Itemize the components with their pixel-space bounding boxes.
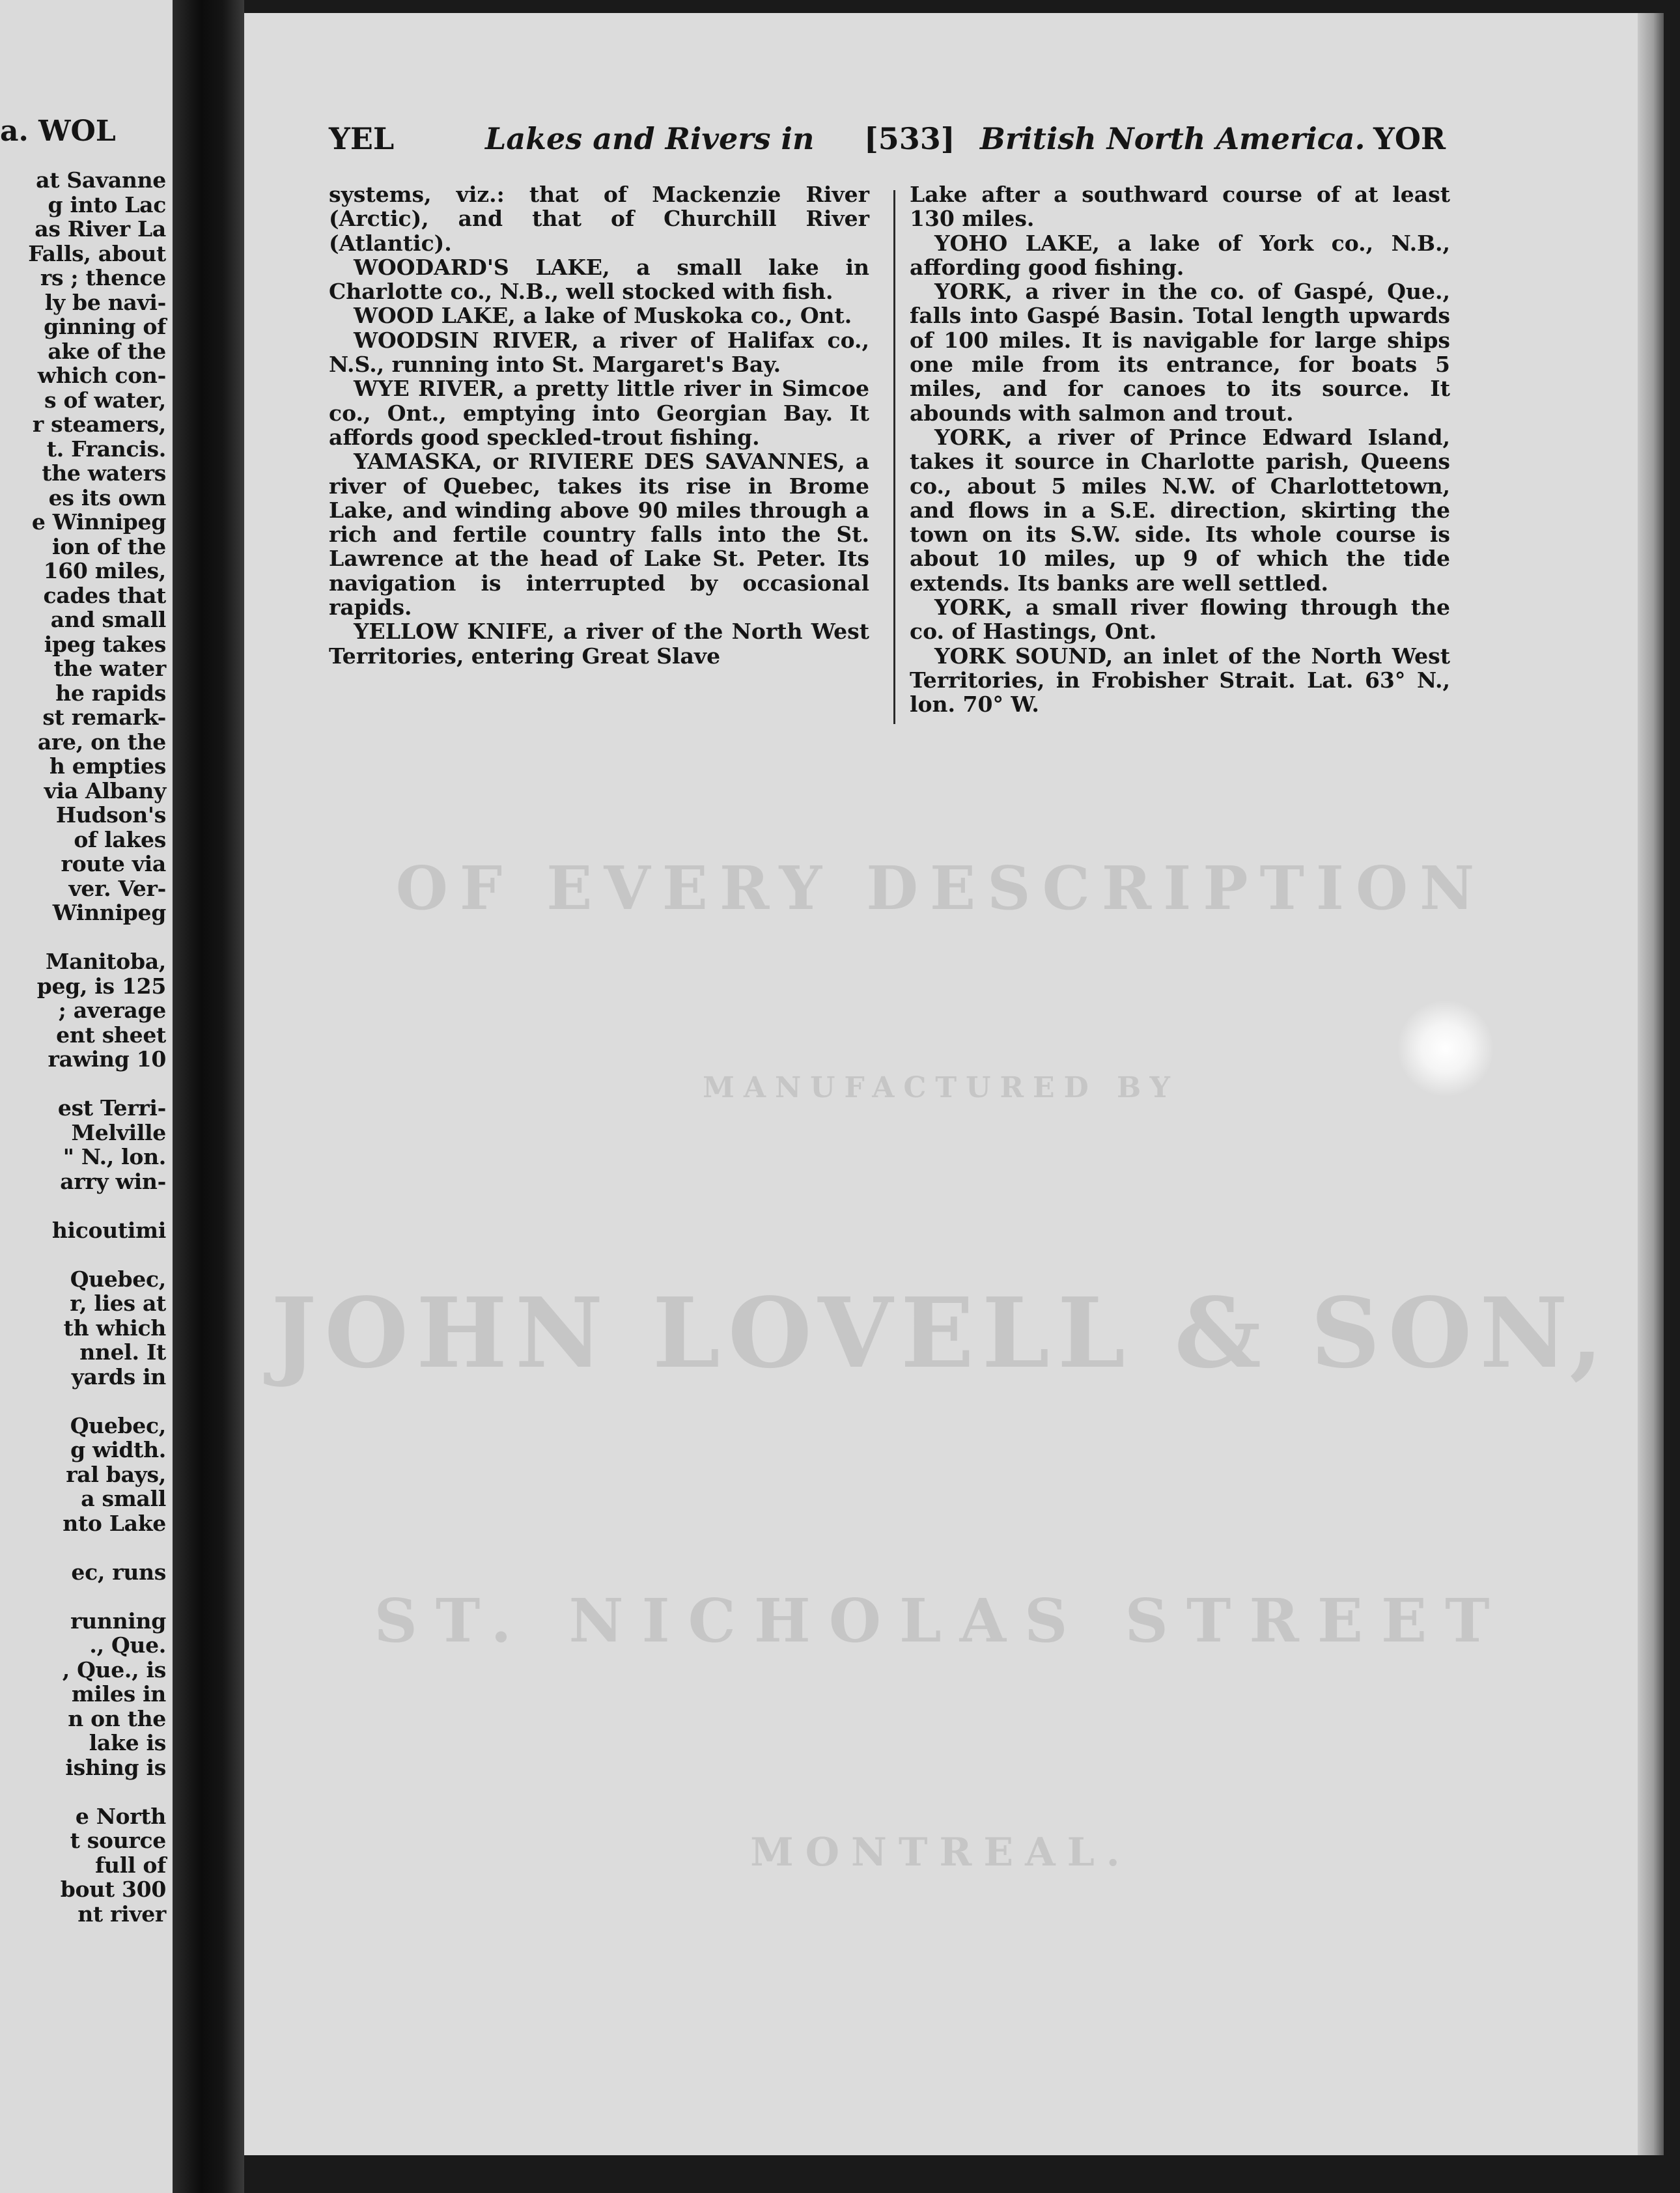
left-page-line: miles in <box>71 1681 166 1707</box>
left-page-line: t source <box>70 1828 166 1853</box>
left-page-line: ent sheet <box>56 1022 166 1048</box>
left-page-line: the waters <box>42 460 166 486</box>
left-page-line: ., Que. <box>89 1632 166 1658</box>
column-divider <box>893 190 895 724</box>
left-page <box>0 0 173 2193</box>
left-page-line: Melville <box>71 1119 166 1145</box>
show-through-text: ST. NICHOLAS STREET <box>374 1585 1508 1656</box>
left-page-line: ver. Ver- <box>68 875 166 901</box>
text-column-right <box>910 182 1450 717</box>
left-page-line <box>0 1584 166 1609</box>
header-title-right: British North America. <box>980 121 1365 156</box>
left-page-line <box>0 925 166 950</box>
entry-paragraph: YORK SOUND, an inlet of the North West Territories, in Frobisher Strait. Lat. 63° N., lon. 70° W. <box>910 643 1450 718</box>
left-page-line: r, lies at <box>70 1291 166 1316</box>
left-page-line: e North <box>75 1803 166 1829</box>
left-page-line: cades that <box>43 582 166 608</box>
left-page-line: nto Lake <box>63 1510 166 1536</box>
left-page-line: arry win- <box>60 1168 166 1194</box>
left-page-line: th which <box>63 1315 166 1341</box>
entry-paragraph: WOODSIN RIVER, a river of Halifax co., N.S., running into St. Margaret's Bay. <box>329 327 869 378</box>
left-page-line: h empties <box>49 753 166 779</box>
left-page-line: n on the <box>68 1705 166 1731</box>
left-page-line: nt river <box>77 1901 166 1927</box>
entry-paragraph: YOHO LAKE, a lake of York co., N.B., affording good fishing. <box>910 230 1450 280</box>
left-page-line <box>0 1389 166 1414</box>
running-header <box>329 121 1449 167</box>
left-page-line: as River La <box>35 216 166 242</box>
entry-paragraph: YAMASKA, or RIVIERE DES SAVANNES, a river of Quebec, takes its rise in Brome Lake, and winding above 90 miles through a rich and fertile country falls into the St. Lawrence at the head of Lake St. Peter. Its navigation is interrupted by occasional rapids. <box>329 449 869 621</box>
left-page-line: at Savanne <box>36 167 166 193</box>
left-page-line: g into Lac <box>48 191 166 217</box>
left-page-line: bout 300 <box>60 1877 166 1902</box>
left-page-line: 160 miles, <box>43 558 166 583</box>
left-page-line <box>0 1242 166 1267</box>
left-page-line: running <box>70 1608 166 1634</box>
show-through-text: MONTREAL. <box>750 1830 1132 1875</box>
show-through-text: JOHN LOVELL & SON, <box>271 1276 1611 1390</box>
left-page-line: es its own <box>48 484 166 510</box>
left-page-line: Quebec, <box>70 1412 166 1438</box>
left-page-line: Falls, about <box>28 240 166 266</box>
left-page-line <box>0 1535 166 1560</box>
left-page-line: ginning of <box>44 314 166 339</box>
left-page-line: and small <box>50 607 166 632</box>
left-page-line: lake is <box>89 1730 166 1755</box>
left-page-line: ake of the <box>48 338 166 364</box>
entry-paragraph: Lake after a southward course of at least 130 miles. <box>910 182 1450 232</box>
left-page-line: " N., lon. <box>63 1144 166 1169</box>
left-page-line: are, on the <box>37 729 166 755</box>
left-page-line: Quebec, <box>70 1266 166 1292</box>
left-page-line: st remark- <box>42 705 166 730</box>
left-page-line: ion of the <box>52 533 166 559</box>
left-page-line: Winnipeg <box>52 900 166 925</box>
left-page-line: a small <box>81 1486 166 1511</box>
left-page-line: ec, runs <box>71 1559 166 1585</box>
left-page-line: ral bays, <box>66 1461 166 1487</box>
right-page <box>244 13 1638 2155</box>
left-page-line: e Winnipeg <box>31 509 166 535</box>
left-page-line <box>0 1194 166 1218</box>
header-right-abbrev: YOR <box>1373 121 1446 156</box>
entry-paragraph: WOODARD'S LAKE, a small lake in Charlotte co., N.B., well stocked with fish. <box>329 254 869 305</box>
left-page-line: g width. <box>70 1437 166 1462</box>
left-page-line: Manitoba, <box>46 949 166 974</box>
left-page-line: Hudson's <box>55 802 166 828</box>
left-page-line: rs ; thence <box>40 265 166 290</box>
left-page-line: yards in <box>71 1363 166 1390</box>
left-page-line: nnel. It <box>79 1339 166 1365</box>
left-page-line: s of water, <box>44 387 166 413</box>
header-left-abbrev: YEL <box>329 121 395 156</box>
left-page-line <box>0 1780 166 1804</box>
entry-paragraph: YORK, a small river flowing through the co. of Hastings, Ont. <box>910 594 1450 645</box>
entry-paragraph: WOOD LAKE, a lake of Muskoka co., Ont. <box>354 303 852 329</box>
book-spine <box>173 0 244 2193</box>
left-page-line: hicoutimi <box>51 1217 166 1243</box>
entry-paragraph: WYE RIVER, a pretty little river in Simcoe co., Ont., emptying into Georgian Bay. It affords good speckled-trout fishing. <box>329 376 869 450</box>
page-edge <box>1638 13 1664 2155</box>
left-page-line: est Terri- <box>57 1095 166 1121</box>
left-page-text <box>0 168 166 1926</box>
left-page-line: of lakes <box>74 826 166 852</box>
entry-paragraph: YELLOW KNIFE, a river of the North West Territories, entering Great Slave <box>329 619 869 669</box>
entry-paragraph: systems, viz.: that of Mackenzie River (Arctic), and that of Churchill River (Atlantic). <box>329 182 869 256</box>
left-page-line: ly be navi- <box>44 289 166 315</box>
left-page-header: a. WOL <box>0 115 116 148</box>
header-title-left: Lakes and Rivers in <box>485 121 815 156</box>
left-page-line: ; average <box>58 998 166 1023</box>
header-page-number: [533] <box>864 121 955 156</box>
left-page-line: via Albany <box>44 777 166 803</box>
show-through-text: MANUFACTURED BY <box>703 1071 1179 1104</box>
left-page-line: , Que., is <box>62 1656 166 1683</box>
left-page-line: full of <box>95 1852 166 1878</box>
entry-paragraph: YORK, a river of Prince Edward Island, takes it source in Charlotte parish, Queens co., about 5 miles N.W. of Charlottetown, and flows in a S.E. direction, skirting the town on its S.W. side. Its whole course is about 10 miles, up 9 of which the tide extends. Its banks are well settled. <box>910 424 1450 596</box>
left-page-line: which con- <box>37 363 166 388</box>
entry-paragraph: YORK, a river in the co. of Gaspé, Que., falls into Gaspé Basin. Total length upwards of 100 miles. It is navigable for large ships one mile from its entrance, for boats 5 miles, and for canoes to its source. It abounds with salmon and trout. <box>910 279 1450 426</box>
show-through-text: OF EVERY DESCRIPTION <box>395 853 1487 923</box>
left-page-line: route via <box>61 851 166 876</box>
light-glare <box>1397 999 1494 1097</box>
text-column-left <box>329 182 869 668</box>
left-page-line: ishing is <box>65 1754 166 1780</box>
left-page-line: peg, is 125 <box>36 973 166 999</box>
left-page-line: ipeg takes <box>44 631 166 657</box>
left-page-line: rawing 10 <box>48 1046 166 1072</box>
left-page-line <box>0 1072 166 1096</box>
left-page-line: the water <box>53 656 166 681</box>
left-page-line: r steamers, <box>32 412 166 437</box>
left-page-line: he rapids <box>55 680 166 706</box>
left-page-line: t. Francis. <box>46 436 166 462</box>
